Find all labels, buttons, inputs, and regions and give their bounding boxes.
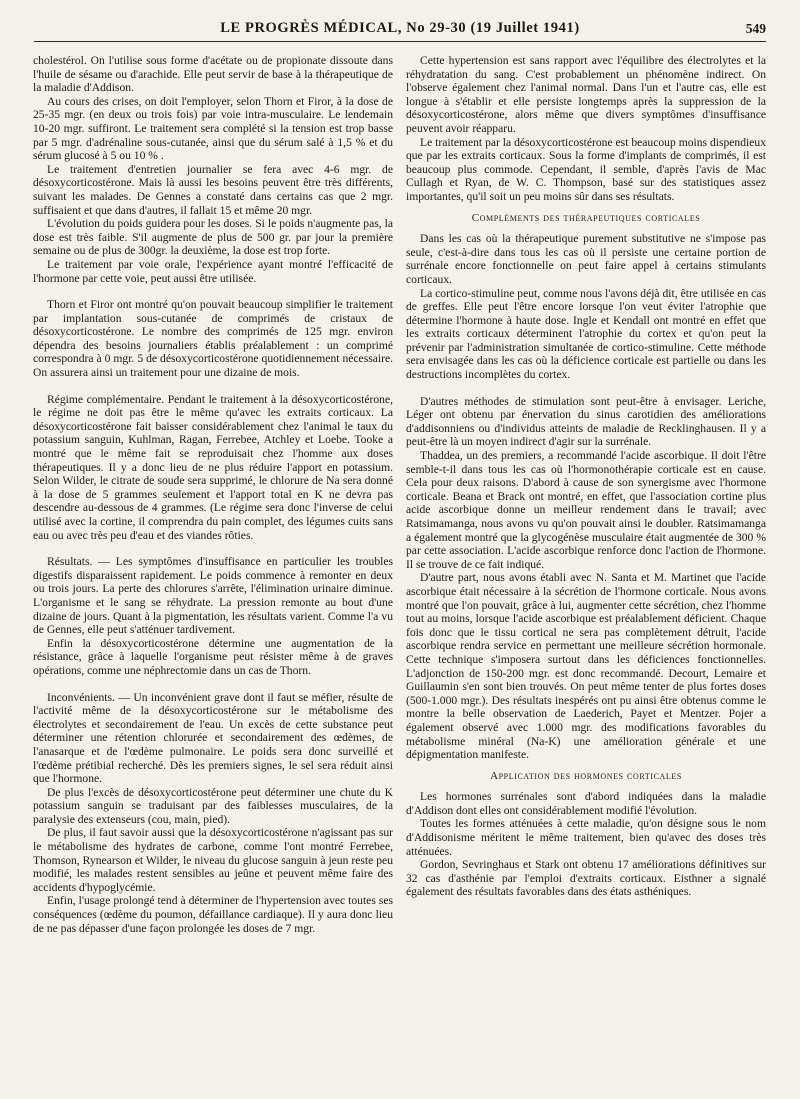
paragraph: Dans les cas où la thérapeutique purement substitutive ne s'impose pas seule, c'est-à-dire dans tous les cas où il persiste une certaine portion de surrénale encore fonctionnelle on peut faire appel à certains stimulants corticaux. (406, 232, 766, 286)
paragraph: De plus, il faut savoir aussi que la désoxycorticostérone n'agissant pas sur le métabolisme des hydrates de carbone, comme l'ont montré Ferrebee, Thomson, Rynearson et Wilder, le niveau du glucose sanguin à jeun reste peu modifié, les malades restent sensibles au jeûne et peuvent même faire des accidents d'hypoglycémie. (33, 826, 393, 894)
paragraph: Gordon, Sevringhaus et Stark ont obtenu 17 améliorations définitives sur 32 cas d'asthénie par l'emploi d'extraits corticaux. Eisthner a signalé également des résultats favorables dans des états asthéniques. (406, 858, 766, 899)
paragraph: Cette hypertension est sans rapport avec l'équilibre des électrolytes et la réhydratation du sang. C'est probablement un phénomène indirect. On l'observe également chez l'animal normal. Dans l'un et l'autre cas, elle est longue à s'établir et elle persiste longtemps après la suppression de la désoxycorticostérone, alors même que divers symptômes d'insuffisance peuvent avoir réapparu. (406, 54, 766, 135)
header-rule (34, 41, 766, 42)
paragraph: Thorn et Firor ont montré qu'on pouvait beaucoup simplifier le traitement par implantation sous-cutanée de comprimés de cristaux de désoxycorticostérone. Le nombre des comprimés de 125 mgr. environ dépendra des besoins journaliers établis préalablement : un comprimé correspondra à 0 mgr. 5 de désoxycorticostérone quotidiennement nécessaire. On assurera ainsi un traitement pour une dizaine de mois. (33, 298, 393, 380)
right-column (406, 54, 766, 899)
journal-title: LE PROGRÈS MÉDICAL, No 29-30 (19 Juillet 1941) (220, 20, 580, 36)
paragraph: D'autres méthodes de stimulation sont peut-être à envisager. Leriche, Léger ont obtenu par énervation du sinus carotidien des améliorations d'addisonniens ou d'individus atteints de maladie de Recklinghausen. Il y a peut-être là un moyen indirect d'agir sur la surrénale. (406, 394, 766, 449)
paragraph: Le traitement d'entretien journalier se fera avec 4-6 mgr. de désoxycorticostérone. Mais là aussi les besoins peuvent être très différents, suivant les malades. De Gennes a constaté dans certains cas que 2 mgr. suffisaient et que dans d'autres, il fallait 15 et même 20 mgr. (33, 162, 393, 217)
paragraph: De plus l'excès de désoxycorticostérone peut déterminer une chute du K potassium sanguin se traduisant par des faiblesses musculaires, de la paralysie des extenseurs (cou, main, pied). (33, 785, 393, 826)
paragraph: Enfin, l'usage prolongé tend à déterminer de l'hypertension avec toutes ses conséquences (œdème du poumon, défaillance cardiaque). Il y aura donc lieu de ne pas dépasser d'une façon prolongée les doses de 7 mgr. (33, 894, 393, 935)
paragraph: Régime complémentaire. Pendant le traitement à la désoxycorticostérone, le régime ne doit pas être le même qu'avec les extraits corticaux. La désoxycorticostérone fait baisser considérablement chez l'animal le taux du potassium sanguin, Kuhlman, Ragan, Ferrebee, Atchley et Loebe. Tooke a montré que le même fait se reproduisait chez l'homme aux doses thérapeutiques. Il y a donc lieu de ne plus réduire l'apport en potassium. Selon Wilder, le citrate de soude sera supprimé, le chlorure de Na sera donné à la dose de 5 grammes seulement et l'apport total en K ne devra pas descendre au-dessous de 4 grammes. (Le régime sera donc l'inverse de celui utilisé avec la cortine, il comprendra du pain complet, des légumes cuits sans eau ou avec très peu d'eau et des viandes rôties. (33, 392, 393, 542)
paragraph: La cortico-stimuline peut, comme nous l'avons déjà dit, être utilisée en cas de greffes. Elle peut l'être encore lorsque l'on veut éviter l'atrophie que détermine l'hormone à haute dose. Ingle et Kendall ont montré en effet que les extraits corticaux déterminent l'atrophie du cortex et qu'on peut la prévenir par l'administration simultanée de cortico-stimuline. Cette méthode sera envisagée dans les cas où la déficience corticale est partielle ou dans les destructions incomplètes du cortex. (406, 286, 766, 382)
paragraph: L'évolution du poids guidera pour les doses. Si le poids n'augmente pas, la dose est très faible. S'il augmente de plus de 500 gr. par jour la première semaine ou de plus de 300gr. la deuxième, la dose est trop forte. (33, 217, 393, 258)
paragraph: D'autre part, nous avons établi avec N. Santa et M. Martinet que l'acide ascorbique était nécessaire à la sécrétion de l'hormone corticale. Nous avons montré que l'on pouvait, grâce à lui, augmenter cette sécrétion, chez l'homme tout au moins, lorsque l'acide ascorbique est préalablement déficient. Chaque fois donc que le tissu cortical ne sera pas complètement détruit, l'acide ascorbique rendra service en permettant une meilleure sécrétion hormonale. Cette technique s'imposera surtout dans les déficiences fonctionnelles. L'adjonction de 150-200 mgr. est donc recommandé. Decourt, Lemaire et Guillaumin s'en sont bien trouvés. On peut même tenter de plus fortes doses (500-1.000 mgr.). Des résultats inespérés ont pu ainsi être obtenus comme le montre la belle observation de Laederich, Payet et Mentzer. Pojer a également observé avec 1.000 mgr. des modifications favorables du métabolisme minéral (Na-K) une amélioration générale et une dépigmentation manifeste. (406, 571, 766, 762)
page-number: 549 (745, 21, 766, 36)
paragraph: Au cours des crises, on doit l'employer, selon Thorn et Firor, à la dose de 25-35 mgr. (en deux ou trois fois) par voie intra-musculaire. Le lendemain 10-20 mgr. suffiront. Le traitement sera complété si la tension est trop basse par 5 mgr. d'adrénaline sous-cutanée, ainsi que du sérum salé à 1,5 % et du sérum glucosé à 5 ou 10 % . (33, 94, 393, 163)
paragraph: cholestérol. On l'utilise sous forme d'acétate ou de propionate dissoute dans l'huile de sésame ou d'arachide. Elle peut servir de base à la thérapeutique de la maladie d'Addison. (33, 54, 393, 95)
paragraph: Inconvénients. — Un inconvénient grave dont il faut se méfier, résulte de l'activité même de la désoxycorticostérone sur le métabolisme des électrolytes et secondairement de l'eau. Un excès de cette substance peut déterminer une rétention chlorurée et secondairement des œdèmes, de l'anasarque et de l'œdème pulmonaire. Le poids sera donc surveillé et l'œdème prétibial recherché. Dès les premiers signes, le sel sera réduit ainsi que l'hormone. (33, 690, 393, 786)
section-heading: Compléments des thérapeutiques corticales (471, 211, 701, 224)
section-heading: Application des hormones corticales (490, 769, 682, 782)
paragraph: Le traitement par voie orale, l'expérience ayant montré l'efficacité de l'hormone par cette voie, peut aussi être utilisée. (33, 257, 393, 285)
paragraph: Résultats. — Les symptômes d'insuffisance en particulier les troubles digestifs disparaissent rapidement. Le poids commence à remonter en deux ou trois jours. La perte des chlorures s'arrête, l'élimination urinaire diminue. L'organisme et le sang se réhydrate. La pression remonte au bout d'une dizaine de jours. Quant à la pigmentation, les résultats varient. Comme l'a vu de Gennes, elle peut s'atténuer tardivement. (33, 555, 393, 637)
paragraph: Thaddea, un des premiers, a recommandé l'acide ascorbique. Il doit l'être semble-t-il dans tous les cas où l'hormonothérapie corticale est en cause. Cela pour deux raisons. D'abord à cause de son synergisme avec l'hormone corticale. Beana et Brack ont montré, en effet, que l'association cortine plus acide ascorbique donne un meilleur rendement dans le travail; avec Ratsimamanga, nous avons vu qu'on pouvait ainsi le doubler. Ratsimamanga a également montré que la glycogénèse musculaire était augmentée de 300 % par cette association. L'acide ascorbique renforce donc l'action de l'hormone. Il se trouve de ce fait indiqué. (406, 449, 766, 571)
paragraph: Le traitement par la désoxycorticostérone est beaucoup moins dispendieux que par les extraits corticaux. Sous la forme d'implants de comprimés, il est beaucoup plus commode. Cependant, il semble, d'après l'avis de Mac Cullagh et Ryan, de W. C. Thompson, basé sur des statistiques assez importantes, qu'il soit un peu moins sûr dans ses résultats. (406, 135, 766, 203)
paragraph: Les hormones surrénales sont d'abord indiquées dans la maladie d'Addison dont elles ont considérablement modifié l'évolution. (406, 790, 766, 817)
paragraph: Toutes les formes atténuées à cette maladie, qu'on désigne sous le nom d'Addisonisme méritent le même traitement, bien qu'avec des doses très atténuées. (406, 817, 766, 858)
page-header (34, 20, 766, 42)
paragraph: Enfin la désoxycorticostérone détermine une augmentation de la résistance, grâce à laquelle l'organisme peut résister même à de graves opérations, comme une néphrectomie dans un cas de Thorn. (33, 636, 393, 677)
left-column (33, 54, 393, 935)
